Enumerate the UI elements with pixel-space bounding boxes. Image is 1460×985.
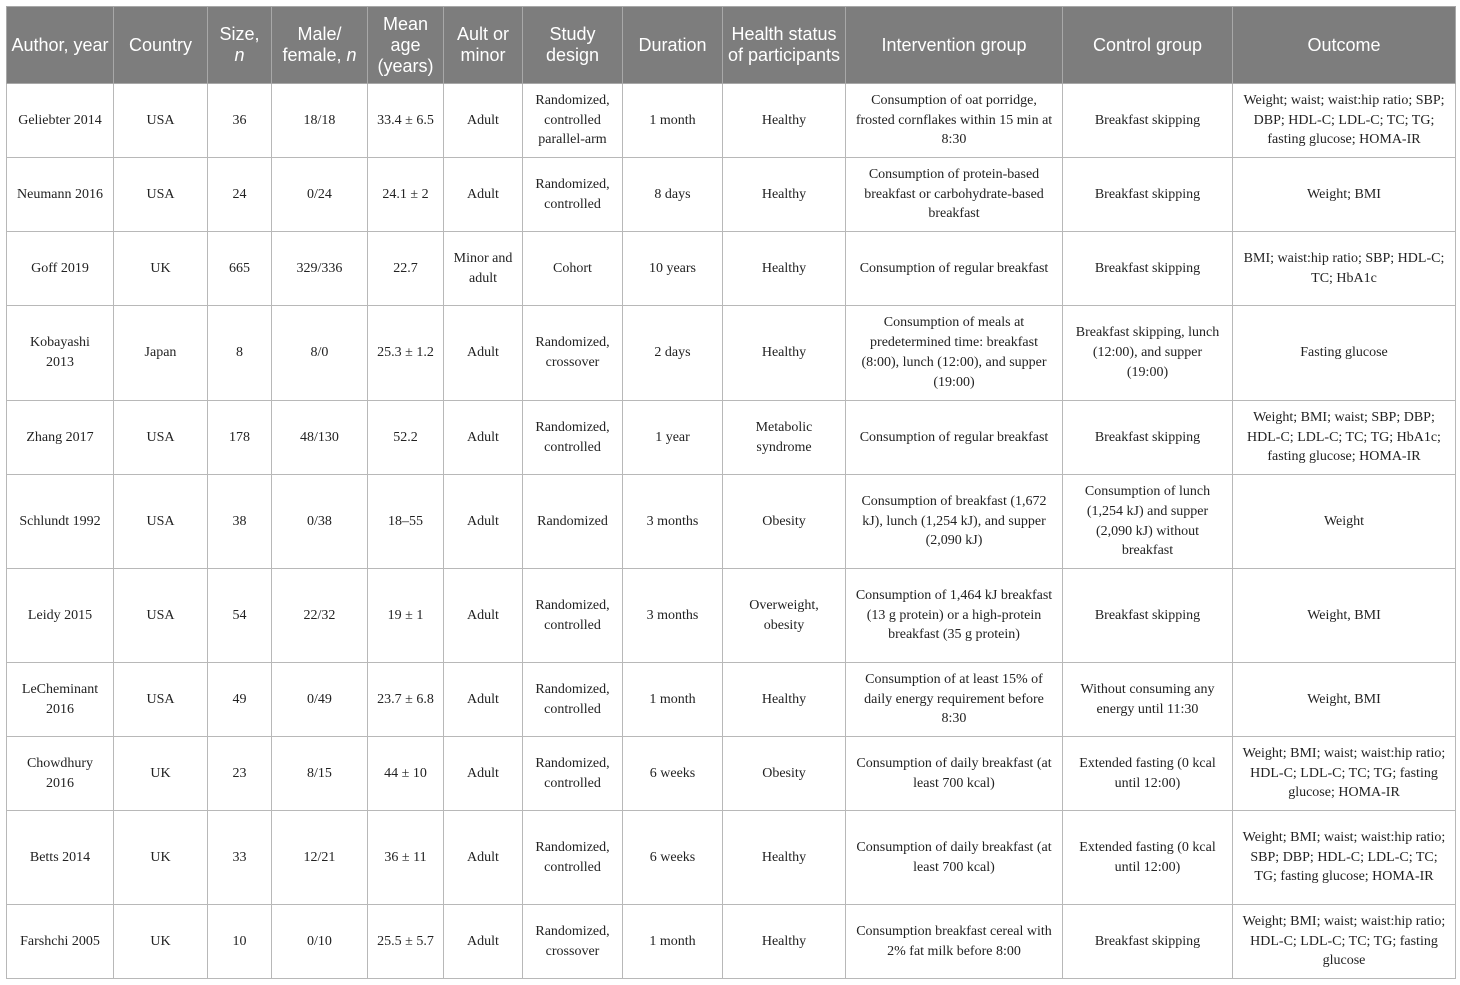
- cell-male-female: 0/24: [272, 158, 368, 232]
- cell-adult-or-minor: Adult: [444, 811, 523, 905]
- cell-control-group: Breakfast skipping: [1063, 158, 1233, 232]
- cell-outcome: Weight; BMI: [1233, 158, 1456, 232]
- cell-duration: 6 weeks: [623, 737, 723, 811]
- cell-intervention-group: Consumption of meals at predetermined time: breakfast (8:00), lunch (12:00), and supper (19:00): [846, 306, 1063, 401]
- cell-mean-age: 44 ± 10: [368, 737, 444, 811]
- cell-author-year: Zhang 2017: [7, 401, 114, 475]
- cell-country: UK: [114, 737, 208, 811]
- study-characteristics-table: [6, 6, 1456, 979]
- cell-male-female: 8/15: [272, 737, 368, 811]
- cell-size: 10: [208, 905, 272, 979]
- cell-study-design: Randomized, controlled: [523, 158, 623, 232]
- cell-size: 8: [208, 306, 272, 401]
- cell-author-year: Chowdhury 2016: [7, 737, 114, 811]
- cell-control-group: Breakfast skipping: [1063, 569, 1233, 663]
- cell-author-year: Neumann 2016: [7, 158, 114, 232]
- cell-study-design: Randomized, crossover: [523, 905, 623, 979]
- cell-health-status: Healthy: [723, 905, 846, 979]
- cell-male-female: 12/21: [272, 811, 368, 905]
- cell-male-female: 8/0: [272, 306, 368, 401]
- cell-intervention-group: Consumption of daily breakfast (at least 700 kcal): [846, 737, 1063, 811]
- cell-intervention-group: Consumption of regular breakfast: [846, 232, 1063, 306]
- cell-study-design: Randomized, controlled: [523, 401, 623, 475]
- cell-duration: 6 weeks: [623, 811, 723, 905]
- cell-adult-or-minor: Adult: [444, 401, 523, 475]
- cell-control-group: Breakfast skipping, lunch (12:00), and supper (19:00): [1063, 306, 1233, 401]
- cell-duration: 3 months: [623, 475, 723, 569]
- cell-duration: 8 days: [623, 158, 723, 232]
- column-header-duration: Duration: [623, 7, 723, 84]
- cell-duration: 1 month: [623, 84, 723, 158]
- cell-study-design: Randomized, controlled: [523, 737, 623, 811]
- table-row: [7, 232, 1456, 306]
- cell-country: USA: [114, 663, 208, 737]
- table-row: [7, 475, 1456, 569]
- cell-study-design: Randomized: [523, 475, 623, 569]
- cell-mean-age: 24.1 ± 2: [368, 158, 444, 232]
- table-row: [7, 811, 1456, 905]
- cell-control-group: Consumption of lunch (1,254 kJ) and supper (2,090 kJ) without breakfast: [1063, 475, 1233, 569]
- cell-size: 23: [208, 737, 272, 811]
- cell-country: USA: [114, 475, 208, 569]
- cell-male-female: 329/336: [272, 232, 368, 306]
- cell-study-design: Randomized, controlled: [523, 663, 623, 737]
- column-header-male-female: Male/ female, n: [272, 7, 368, 84]
- table-row: [7, 905, 1456, 979]
- table-row: [7, 84, 1456, 158]
- cell-mean-age: 18–55: [368, 475, 444, 569]
- cell-health-status: Obesity: [723, 737, 846, 811]
- cell-health-status: Healthy: [723, 232, 846, 306]
- cell-country: USA: [114, 84, 208, 158]
- column-header-adult-or-minor: Ault or minor: [444, 7, 523, 84]
- cell-control-group: Without consuming any energy until 11:30: [1063, 663, 1233, 737]
- cell-health-status: Healthy: [723, 663, 846, 737]
- cell-outcome: Fasting glucose: [1233, 306, 1456, 401]
- cell-health-status: Metabolic syndrome: [723, 401, 846, 475]
- cell-duration: 1 month: [623, 905, 723, 979]
- cell-outcome: Weight; BMI; waist; waist:hip ratio; HDL-C; LDL-C; TC; TG; fasting glucose: [1233, 905, 1456, 979]
- cell-intervention-group: Consumption of 1,464 kJ breakfast (13 g protein) or a high-protein breakfast (35 g protein): [846, 569, 1063, 663]
- cell-intervention-group: Consumption of protein-based breakfast or carbohydrate-based breakfast: [846, 158, 1063, 232]
- cell-mean-age: 36 ± 11: [368, 811, 444, 905]
- cell-intervention-group: Consumption of regular breakfast: [846, 401, 1063, 475]
- cell-control-group: Breakfast skipping: [1063, 905, 1233, 979]
- cell-author-year: Farshchi 2005: [7, 905, 114, 979]
- cell-male-female: 18/18: [272, 84, 368, 158]
- cell-country: UK: [114, 905, 208, 979]
- cell-control-group: Breakfast skipping: [1063, 401, 1233, 475]
- cell-adult-or-minor: Adult: [444, 905, 523, 979]
- cell-outcome: BMI; waist:hip ratio; SBP; HDL-C; TC; HbA1c: [1233, 232, 1456, 306]
- column-header-country: Country: [114, 7, 208, 84]
- cell-health-status: Healthy: [723, 306, 846, 401]
- cell-country: UK: [114, 811, 208, 905]
- cell-adult-or-minor: Minor and adult: [444, 232, 523, 306]
- column-header-author-year: Author, year: [7, 7, 114, 84]
- cell-adult-or-minor: Adult: [444, 306, 523, 401]
- cell-author-year: Betts 2014: [7, 811, 114, 905]
- column-header-mean-age: Mean age (years): [368, 7, 444, 84]
- cell-study-design: Randomized, controlled parallel-arm: [523, 84, 623, 158]
- cell-mean-age: 25.5 ± 5.7: [368, 905, 444, 979]
- cell-outcome: Weight; BMI; waist; SBP; DBP; HDL-C; LDL-C; TC; TG; HbA1c; fasting glucose; HOMA-IR: [1233, 401, 1456, 475]
- cell-mean-age: 52.2: [368, 401, 444, 475]
- cell-intervention-group: Consumption of daily breakfast (at least 700 kcal): [846, 811, 1063, 905]
- cell-control-group: Breakfast skipping: [1063, 84, 1233, 158]
- cell-author-year: Goff 2019: [7, 232, 114, 306]
- cell-duration: 10 years: [623, 232, 723, 306]
- table-body: [7, 84, 1456, 979]
- cell-mean-age: 19 ± 1: [368, 569, 444, 663]
- table-row: [7, 158, 1456, 232]
- cell-health-status: Healthy: [723, 811, 846, 905]
- cell-intervention-group: Consumption of breakfast (1,672 kJ), lunch (1,254 kJ), and supper (2,090 kJ): [846, 475, 1063, 569]
- cell-intervention-group: Consumption breakfast cereal with 2% fat milk before 8:00: [846, 905, 1063, 979]
- cell-outcome: Weight, BMI: [1233, 569, 1456, 663]
- cell-adult-or-minor: Adult: [444, 475, 523, 569]
- cell-study-design: Cohort: [523, 232, 623, 306]
- cell-author-year: Geliebter 2014: [7, 84, 114, 158]
- cell-author-year: Kobayashi 2013: [7, 306, 114, 401]
- table-row: [7, 663, 1456, 737]
- cell-outcome: Weight: [1233, 475, 1456, 569]
- cell-male-female: 48/130: [272, 401, 368, 475]
- cell-outcome: Weight; waist; waist:hip ratio; SBP; DBP; HDL-C; LDL-C; TC; TG; fasting glucose; HOMA-IR: [1233, 84, 1456, 158]
- cell-country: Japan: [114, 306, 208, 401]
- cell-male-female: 22/32: [272, 569, 368, 663]
- column-header-control-group: Control group: [1063, 7, 1233, 84]
- cell-adult-or-minor: Adult: [444, 663, 523, 737]
- cell-adult-or-minor: Adult: [444, 84, 523, 158]
- cell-adult-or-minor: Adult: [444, 737, 523, 811]
- cell-country: UK: [114, 232, 208, 306]
- table-row: [7, 306, 1456, 401]
- cell-mean-age: 22.7: [368, 232, 444, 306]
- column-header-study-design: Study design: [523, 7, 623, 84]
- cell-intervention-group: Consumption of oat porridge, frosted cornflakes within 15 min at 8:30: [846, 84, 1063, 158]
- cell-health-status: Overweight, obesity: [723, 569, 846, 663]
- table-row: [7, 401, 1456, 475]
- cell-size: 178: [208, 401, 272, 475]
- cell-outcome: Weight, BMI: [1233, 663, 1456, 737]
- cell-control-group: Extended fasting (0 kcal until 12:00): [1063, 811, 1233, 905]
- column-header-outcome: Outcome: [1233, 7, 1456, 84]
- cell-adult-or-minor: Adult: [444, 158, 523, 232]
- column-header-intervention-group: Intervention group: [846, 7, 1063, 84]
- cell-study-design: Randomized, controlled: [523, 569, 623, 663]
- cell-size: 49: [208, 663, 272, 737]
- cell-study-design: Randomized, crossover: [523, 306, 623, 401]
- cell-duration: 1 month: [623, 663, 723, 737]
- cell-size: 33: [208, 811, 272, 905]
- column-header-health-status: Health status of participants: [723, 7, 846, 84]
- cell-duration: 1 year: [623, 401, 723, 475]
- cell-author-year: Schlundt 1992: [7, 475, 114, 569]
- cell-mean-age: 25.3 ± 1.2: [368, 306, 444, 401]
- cell-control-group: Extended fasting (0 kcal until 12:00): [1063, 737, 1233, 811]
- cell-outcome: Weight; BMI; waist; waist:hip ratio; SBP; DBP; HDL-C; LDL-C; TC; TG; fasting glucose; HOMA-IR: [1233, 811, 1456, 905]
- cell-size: 24: [208, 158, 272, 232]
- cell-mean-age: 33.4 ± 6.5: [368, 84, 444, 158]
- cell-duration: 2 days: [623, 306, 723, 401]
- table-row: [7, 737, 1456, 811]
- cell-author-year: Leidy 2015: [7, 569, 114, 663]
- cell-size: 38: [208, 475, 272, 569]
- cell-male-female: 0/49: [272, 663, 368, 737]
- cell-male-female: 0/10: [272, 905, 368, 979]
- cell-size: 36: [208, 84, 272, 158]
- cell-duration: 3 months: [623, 569, 723, 663]
- cell-country: USA: [114, 158, 208, 232]
- cell-adult-or-minor: Adult: [444, 569, 523, 663]
- table-header-row: [7, 7, 1456, 84]
- column-header-size: Size, n: [208, 7, 272, 84]
- cell-size: 665: [208, 232, 272, 306]
- cell-male-female: 0/38: [272, 475, 368, 569]
- cell-size: 54: [208, 569, 272, 663]
- cell-outcome: Weight; BMI; waist; waist:hip ratio; HDL-C; LDL-C; TC; TG; fasting glucose; HOMA-IR: [1233, 737, 1456, 811]
- cell-health-status: Obesity: [723, 475, 846, 569]
- cell-intervention-group: Consumption of at least 15% of daily energy requirement before 8:30: [846, 663, 1063, 737]
- cell-health-status: Healthy: [723, 158, 846, 232]
- cell-mean-age: 23.7 ± 6.8: [368, 663, 444, 737]
- cell-country: USA: [114, 401, 208, 475]
- table-container: [6, 6, 1455, 979]
- cell-health-status: Healthy: [723, 84, 846, 158]
- table-row: [7, 569, 1456, 663]
- cell-control-group: Breakfast skipping: [1063, 232, 1233, 306]
- cell-country: USA: [114, 569, 208, 663]
- cell-author-year: LeCheminant 2016: [7, 663, 114, 737]
- cell-study-design: Randomized, controlled: [523, 811, 623, 905]
